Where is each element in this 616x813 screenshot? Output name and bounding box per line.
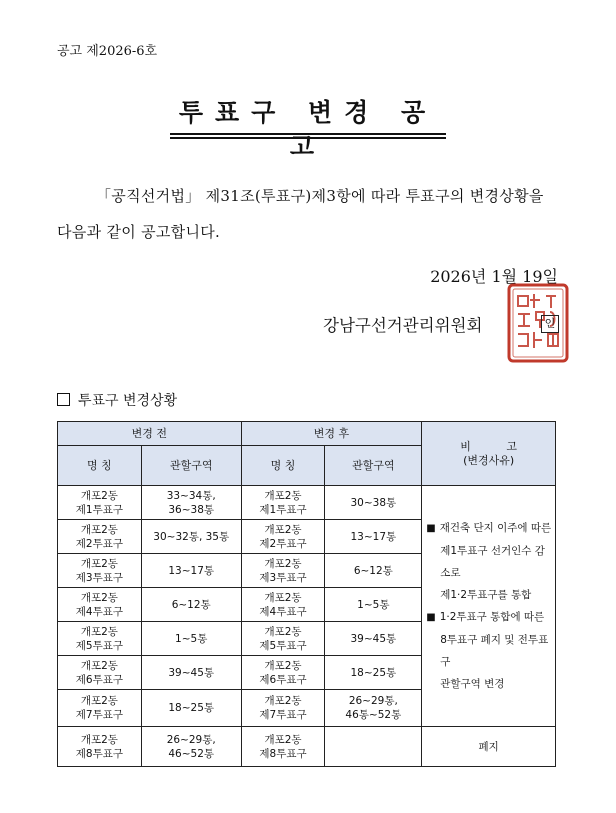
after-name xyxy=(241,486,325,520)
title-underline-double xyxy=(170,137,446,139)
after-area-line1: 30~38통 xyxy=(350,496,397,509)
before-name xyxy=(58,656,142,690)
after-name xyxy=(241,588,325,622)
col-before-area: 관할구역 xyxy=(141,446,241,486)
after-name-line2: 제7투표구 xyxy=(259,709,307,721)
after-area-line1: 6~12통 xyxy=(353,564,393,577)
before-name-line2: 제4투표구 xyxy=(75,605,124,618)
before-area-line1: 6~12통 xyxy=(171,598,211,611)
before-area xyxy=(141,520,241,554)
after-name-line2: 제2투표구 xyxy=(259,537,307,550)
after-name xyxy=(241,622,325,656)
before-name-line1: 개포2동 xyxy=(80,591,118,604)
after-name-line1: 개포2동 xyxy=(264,733,302,746)
header-remark xyxy=(422,422,556,486)
after-area-line1: 1~5통 xyxy=(357,598,390,611)
after-name xyxy=(241,690,325,727)
after-area xyxy=(325,486,422,520)
before-name xyxy=(58,554,142,588)
header-before: 변경 전 xyxy=(58,422,242,446)
remark-2-line3: 관할구역 변경 xyxy=(440,678,505,690)
before-name-line1: 개포2동 xyxy=(80,625,118,638)
before-name-line2: 제8투표구 xyxy=(75,747,124,760)
before-name-line2: 제6투표구 xyxy=(75,673,124,686)
bullet-square-icon: ■ xyxy=(426,612,436,623)
after-area xyxy=(325,588,422,622)
col-after-area: 관할구역 xyxy=(325,446,422,486)
before-area-line1: 1~5통 xyxy=(175,632,208,645)
body-text-line-1: 「공직선거법」 제31조(투표구)제3항에 따라 투표구의 변경상황을 xyxy=(96,187,544,205)
before-area xyxy=(141,554,241,588)
page-title: 투표구 변경 공고 xyxy=(178,98,438,161)
after-area-line1: 26~29통, xyxy=(348,695,398,707)
section-title: 투표구 변경상황 xyxy=(78,393,178,409)
body-text-line-2: 다음과 같이 공고합니다. xyxy=(57,223,221,241)
before-name-line1: 개포2동 xyxy=(80,523,118,536)
checkbox-square-icon xyxy=(57,393,70,406)
before-name-line1: 개포2동 xyxy=(80,733,118,746)
col-after-name: 명 칭 xyxy=(241,446,325,486)
header-remark-subtitle: (변경사유) xyxy=(463,453,515,467)
after-area-line1: 13~17통 xyxy=(350,530,397,543)
before-area xyxy=(141,727,241,767)
remark-2-line1: 1·2투표구 통합에 따른 xyxy=(439,611,545,623)
remark-item-2 xyxy=(426,606,555,629)
after-area-line1: 18~25통 xyxy=(350,666,397,679)
after-area-empty xyxy=(325,727,422,767)
notice-number: 공고 제2026-6호 xyxy=(57,44,158,59)
before-name xyxy=(58,622,142,656)
after-name xyxy=(241,727,325,767)
before-name-line2: 제5투표구 xyxy=(75,639,124,652)
after-name-line1: 개포2동 xyxy=(264,625,302,638)
after-area xyxy=(325,520,422,554)
seal-mark: 인 xyxy=(541,315,559,333)
after-name-line2: 제8투표구 xyxy=(259,747,307,760)
after-name-line2: 제4투표구 xyxy=(259,605,307,618)
before-area-line1: 39~45통 xyxy=(168,666,215,679)
header-after: 변경 후 xyxy=(241,422,422,446)
remark-item-1 xyxy=(426,517,555,540)
after-name-line1: 개포2동 xyxy=(264,695,302,707)
after-area xyxy=(325,690,422,727)
remark-abolished: 폐지 xyxy=(422,727,556,767)
before-area xyxy=(141,588,241,622)
before-name-line1: 개포2동 xyxy=(80,489,118,502)
after-name-line1: 개포2동 xyxy=(264,523,302,536)
before-name xyxy=(58,690,142,727)
official-seal-icon xyxy=(506,282,570,364)
before-name-line1: 개포2동 xyxy=(80,659,118,672)
col-before-name: 명 칭 xyxy=(58,446,142,486)
before-area-line1: 30~32통, 35통 xyxy=(153,530,230,543)
header-remark-title: 비 고 xyxy=(460,439,533,453)
after-area-line2: 46통~52통 xyxy=(345,709,402,721)
before-name-line2: 제1투표구 xyxy=(75,503,124,516)
after-area xyxy=(325,622,422,656)
after-name-line2: 제6투표구 xyxy=(259,673,307,686)
before-name-line1: 개포2동 xyxy=(80,557,118,570)
after-name-line1: 개포2동 xyxy=(264,659,302,672)
before-area-line1: 18~25통 xyxy=(168,702,215,714)
before-name-line2: 제3투표구 xyxy=(75,571,124,584)
remark-1-line2: 제1투표구 선거인수 감소로 xyxy=(440,545,545,579)
after-name xyxy=(241,656,325,690)
after-name-line1: 개포2동 xyxy=(264,489,302,502)
before-area xyxy=(141,656,241,690)
table-row xyxy=(58,486,556,520)
before-area xyxy=(141,622,241,656)
polling-district-table xyxy=(57,421,556,767)
before-name xyxy=(58,520,142,554)
table-header-row xyxy=(58,422,556,446)
after-name-line1: 개포2동 xyxy=(264,591,302,604)
table-row xyxy=(58,727,556,767)
before-name-line1: 개포2동 xyxy=(80,695,118,707)
before-name-line2: 제7투표구 xyxy=(75,709,124,721)
remark-1-line3: 제1·2투표구를 통합 xyxy=(440,589,532,601)
before-area-line2: 36~38통 xyxy=(168,503,215,516)
after-area-line1: 39~45통 xyxy=(350,632,397,645)
before-area xyxy=(141,690,241,727)
before-name xyxy=(58,727,142,767)
before-area-line2: 46~52통 xyxy=(168,747,215,760)
before-area xyxy=(141,486,241,520)
title-underline xyxy=(170,133,446,135)
remark-1-line1: 재건축 단지 이주에 따른 xyxy=(439,522,552,534)
bullet-square-icon: ■ xyxy=(426,523,436,534)
committee-name: 강남구선거관리위원회 xyxy=(323,316,483,335)
after-area xyxy=(325,554,422,588)
after-name-line2: 제3투표구 xyxy=(259,571,307,584)
before-area-line1: 33~34통, xyxy=(166,489,216,502)
section-heading xyxy=(57,390,177,410)
remark-cell xyxy=(422,486,556,727)
before-name xyxy=(58,588,142,622)
after-name-line1: 개포2동 xyxy=(264,557,302,570)
before-name xyxy=(58,486,142,520)
after-name-line2: 제1투표구 xyxy=(259,503,307,516)
before-area-line1: 13~17통 xyxy=(168,564,215,577)
before-name-line2: 제2투표구 xyxy=(75,537,124,550)
after-name xyxy=(241,554,325,588)
before-area-line1: 26~29통, xyxy=(166,733,216,746)
after-name xyxy=(241,520,325,554)
after-name-line2: 제5투표구 xyxy=(259,639,307,652)
notice-date: 2026년 1월 19일 xyxy=(430,267,558,286)
remark-2-line2: 8투표구 폐지 및 전투표구 xyxy=(440,634,549,668)
after-area xyxy=(325,656,422,690)
